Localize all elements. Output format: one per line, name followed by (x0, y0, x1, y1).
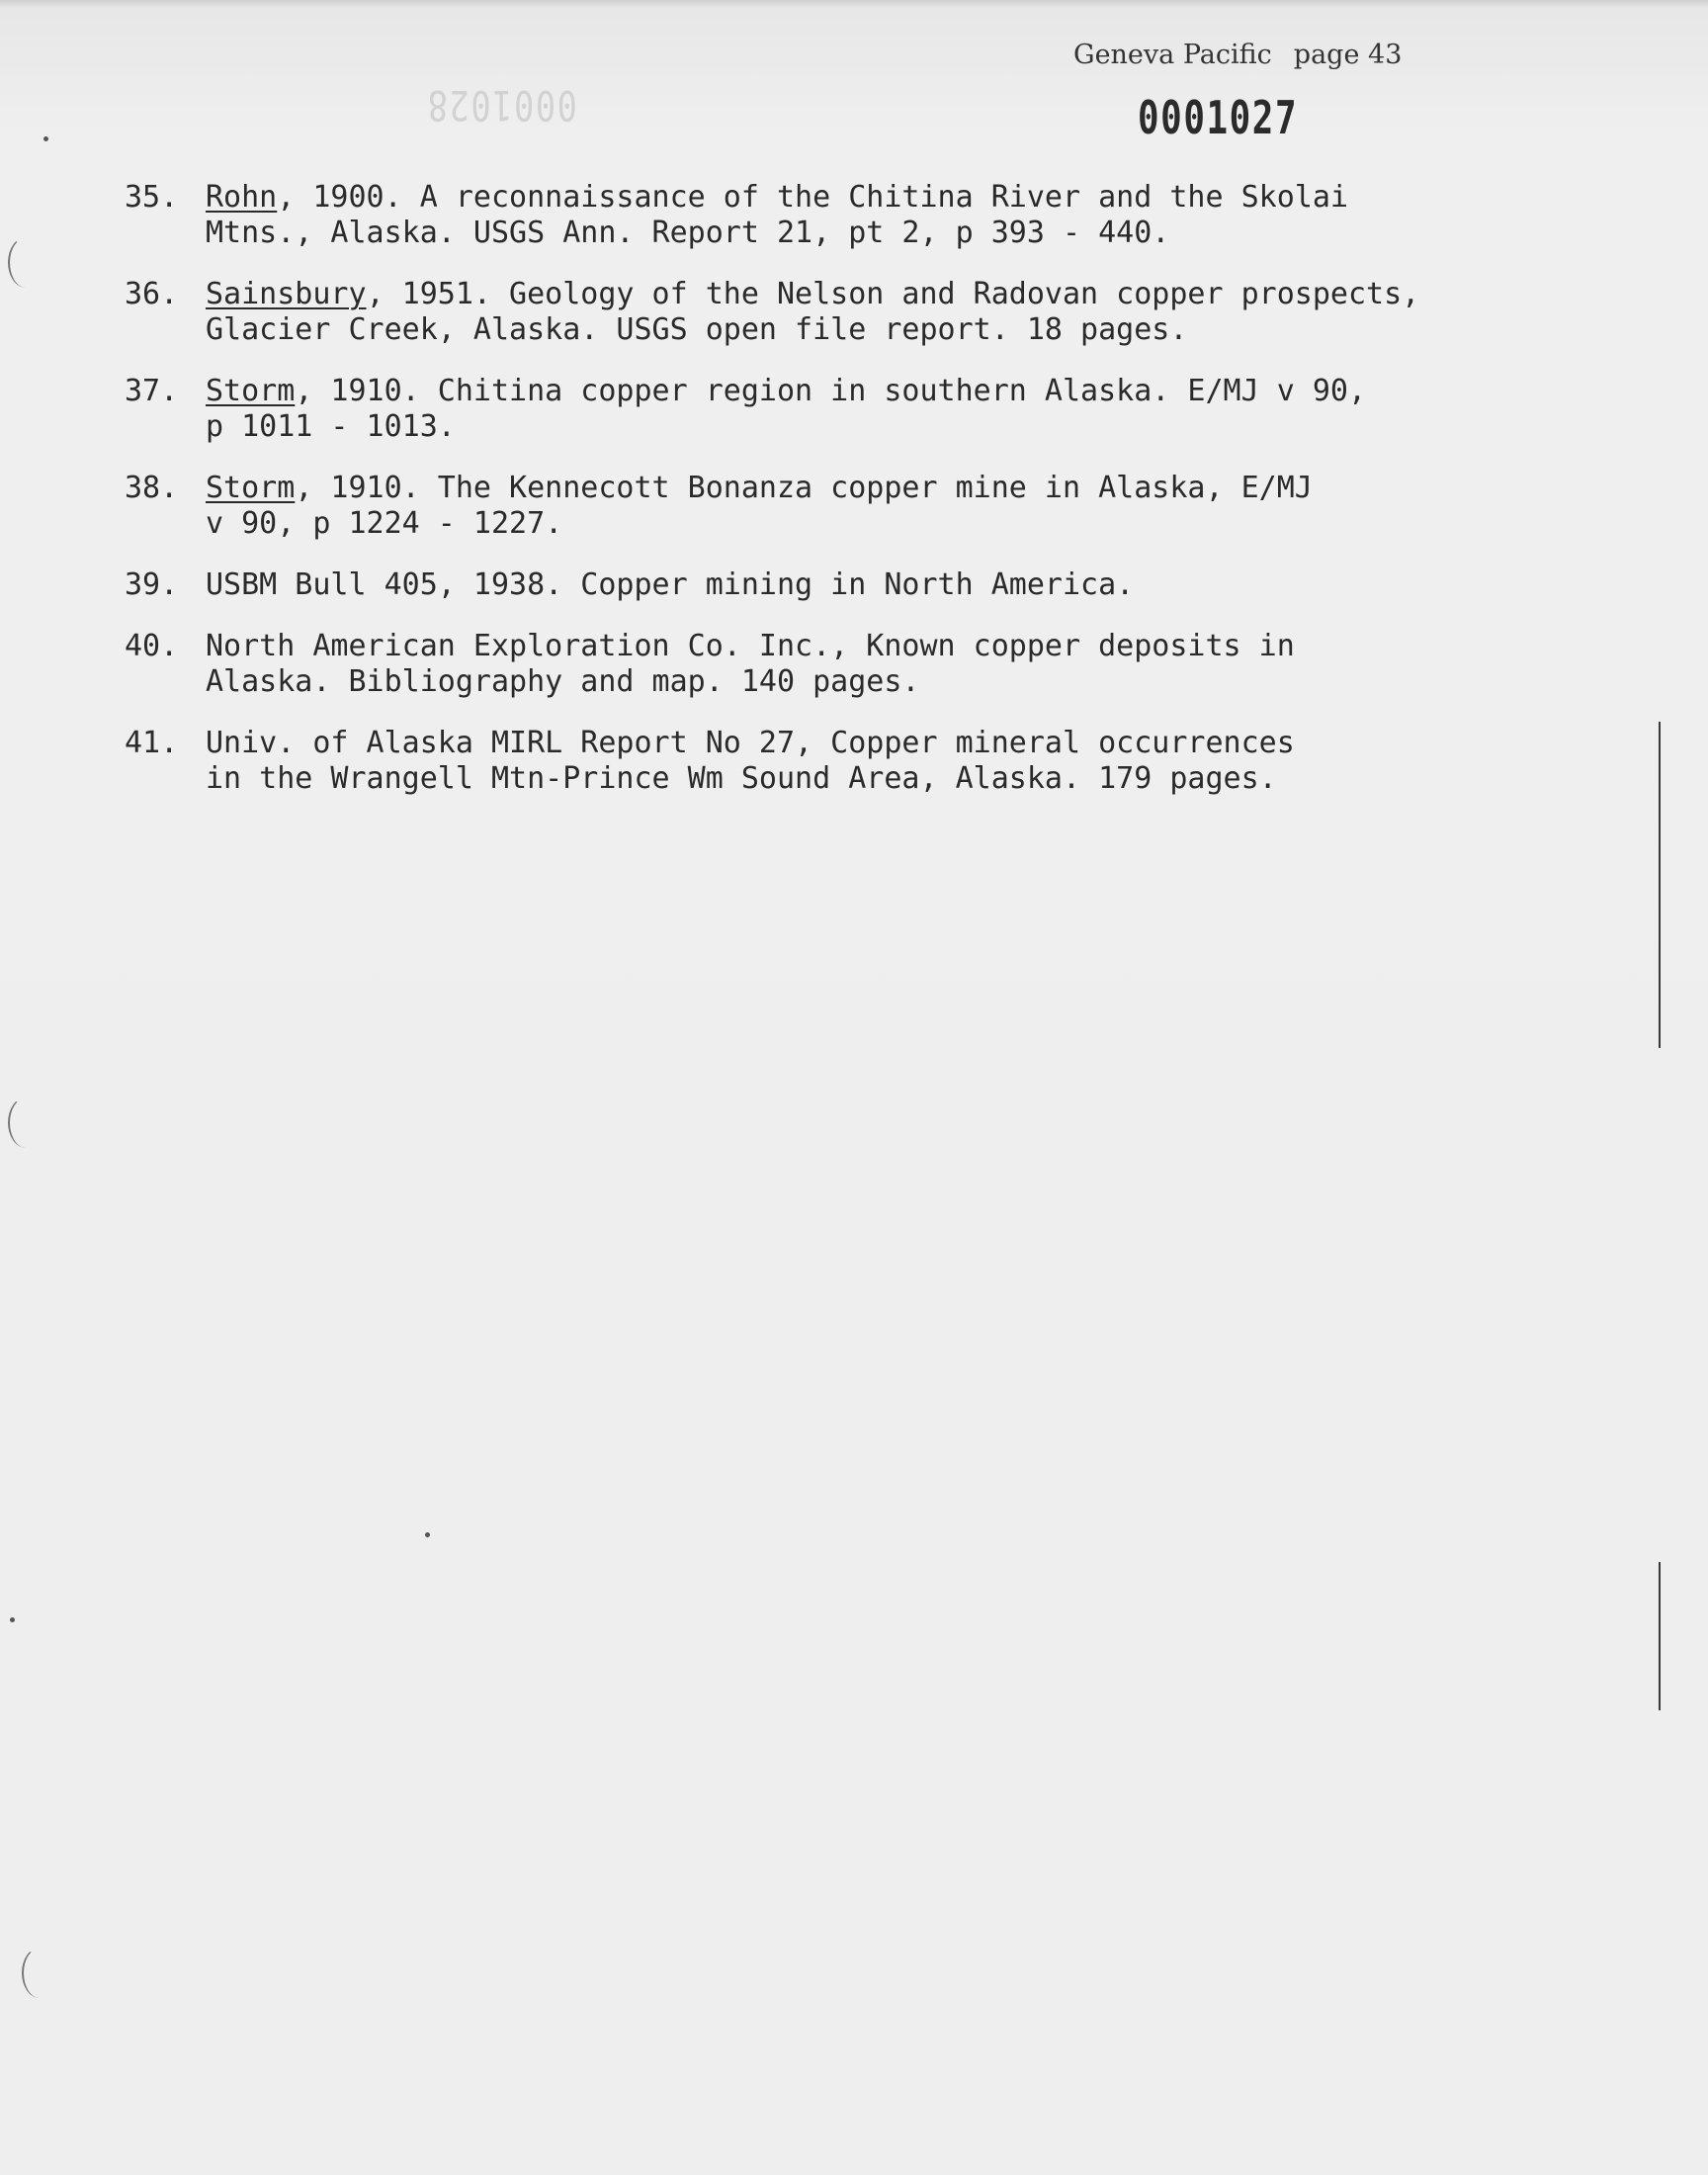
reference-item (125, 180, 1587, 251)
reference-list (125, 180, 1587, 823)
reference-author: Rohn (206, 180, 278, 215)
speck (43, 136, 48, 141)
reference-item (125, 471, 1587, 542)
reference-author: Storm (206, 374, 296, 408)
reference-number: 35. (125, 180, 179, 215)
page-top-edge (0, 0, 1708, 8)
reference-text: USBM Bull 405, 1938. Copper mining in North America. (206, 567, 1135, 602)
binder-hole-mark (8, 1097, 43, 1148)
reference-text-line2: Alaska. Bibliography and map. 140 pages. (206, 664, 920, 699)
reference-number: 39. (125, 567, 179, 602)
reference-number: 41. (125, 726, 179, 760)
reference-number: 37. (125, 374, 179, 408)
reference-text-line2: Glacier Creek, Alaska. USGS open file report. 18 pages. (206, 312, 1188, 347)
page-header (1073, 40, 1402, 70)
reference-text-line2: in the Wrangell Mtn-Prince Wm Sound Area, Alaska. 179 pages. (206, 761, 1277, 796)
reference-number: 36. (125, 277, 179, 311)
reference-text: , 1910. The Kennecott Bonanza copper mine in Alaska, E/MJ (295, 471, 1313, 505)
header-org: Geneva Pacific (1073, 40, 1272, 70)
binder-hole-mark (22, 1948, 57, 1998)
scan-edge-line (1659, 1562, 1661, 1710)
reference-item (125, 629, 1587, 700)
reference-number: 38. (125, 471, 179, 505)
reference-text-line2: Mtns., Alaska. USGS Ann. Report 21, pt 2, p 393 - 440. (206, 216, 1170, 250)
reference-text: , 1910. Chitina copper region in southern Alaska. E/MJ v 90, (295, 374, 1367, 408)
speck (425, 1532, 430, 1537)
binder-hole-mark (8, 237, 43, 288)
speck (10, 1617, 15, 1622)
bleed-through-stamp: 0001028 (426, 81, 577, 130)
reference-number: 40. (125, 629, 179, 663)
reference-item (125, 726, 1587, 797)
reference-text-line2: p 1011 - 1013. (206, 409, 456, 444)
reference-author: Sainsbury (206, 277, 367, 311)
header-page-number: page 43 (1293, 40, 1403, 70)
reference-text: , 1951. Geology of the Nelson and Radovan copper prospects, (366, 277, 1420, 311)
scan-edge-line (1659, 722, 1661, 1048)
reference-text: Univ. of Alaska MIRL Report No 27, Copper mineral occurrences (206, 726, 1295, 760)
reference-author: Storm (206, 471, 296, 505)
reference-text: , 1900. A reconnaissance of the Chitina River and the Skolai (277, 180, 1348, 215)
reference-item (125, 277, 1587, 348)
reference-item (125, 567, 1587, 603)
reference-item (125, 374, 1587, 445)
document-number-stamp: 0001027 (1138, 91, 1299, 144)
reference-text: North American Exploration Co. Inc., Known copper deposits in (206, 629, 1295, 663)
reference-text-line2: v 90, p 1224 - 1227. (206, 506, 563, 541)
